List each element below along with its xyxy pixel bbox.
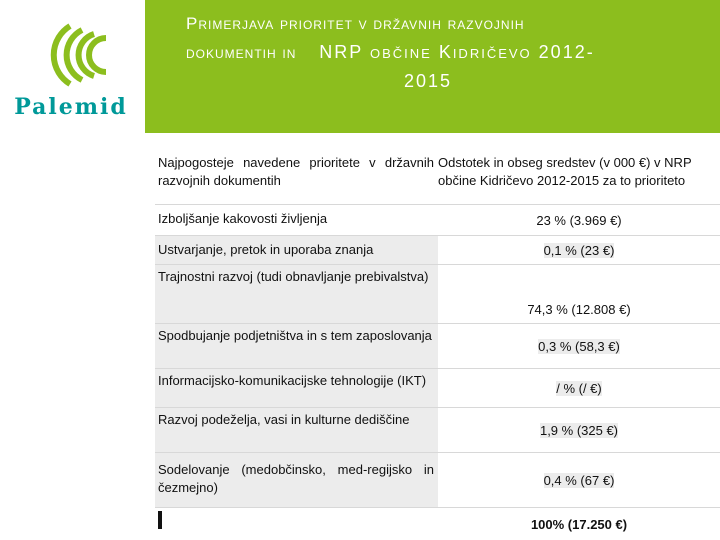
table-row — [155, 205, 720, 236]
row-value: 23 % (3.969 €) — [536, 212, 622, 228]
row-label: Spodbujanje podjetništva in s tem zaposlovanja — [155, 324, 438, 368]
row-value-text: 0,1 % (23 €) — [543, 242, 615, 258]
priority-table — [155, 140, 720, 540]
total-label — [155, 508, 438, 540]
table-row — [155, 369, 720, 408]
title-line-3: 2015 — [404, 71, 453, 91]
row-value — [438, 408, 720, 452]
row-label: Ustvarjanje, pretok in uporaba znanja — [155, 236, 438, 264]
table-header-row — [155, 140, 720, 205]
title-line-2a: dokumentih in — [186, 43, 297, 62]
row-label: Razvoj podeželja, vasi in kulturne dediščine — [155, 408, 438, 452]
title-line-1: Primerjava prioritet v državnih razvojnih — [186, 14, 525, 33]
logo — [0, 0, 145, 133]
title-line-2b: NRP občine Kidričevo 2012- — [319, 42, 595, 62]
row-value — [438, 324, 720, 368]
title-line-2 — [186, 38, 686, 67]
row-value: 74,3 % (12.808 €) — [527, 302, 631, 317]
table-row — [155, 236, 720, 265]
column-header-priority: Najpogosteje navedene prioritete v državnih razvojnih dokumentih — [158, 155, 434, 188]
row-value-text: 0,3 % (58,3 €) — [538, 338, 620, 354]
page-title — [186, 10, 686, 95]
left-stripe — [0, 133, 145, 540]
row-label: Izboljšanje kakovosti življenja — [158, 211, 328, 226]
row-value-text: 1,9 % (325 €) — [539, 422, 619, 438]
logo-arcs-icon — [22, 14, 122, 94]
column-header-share: Odstotek in obseg sredstev (v 000 €) v NRP občine Kidričevo 2012-2015 za to prioriteto — [438, 155, 692, 188]
row-value — [438, 236, 720, 264]
row-value — [438, 453, 720, 507]
row-value-text: / % (/ €) — [556, 380, 602, 396]
row-label: Informacijsko-komunikacijske tehnologije (IKT) — [155, 369, 438, 407]
table-row — [155, 453, 720, 508]
total-value: 100% (17.250 €) — [530, 516, 628, 532]
row-label: Trajnostni razvoj (tudi obnavljanje prebivalstva) — [155, 265, 438, 323]
row-label: Sodelovanje (medobčinsko, med-regijsko in čezmejno) — [155, 453, 438, 507]
total-marker — [158, 511, 162, 529]
logo-text: Palemid — [14, 94, 128, 120]
row-value — [438, 369, 720, 407]
table-row — [155, 408, 720, 453]
header-band — [0, 0, 720, 133]
row-value-text: 0,4 % (67 €) — [543, 472, 615, 488]
table-row — [155, 265, 720, 324]
table-total-row — [155, 508, 720, 540]
table-row — [155, 324, 720, 369]
